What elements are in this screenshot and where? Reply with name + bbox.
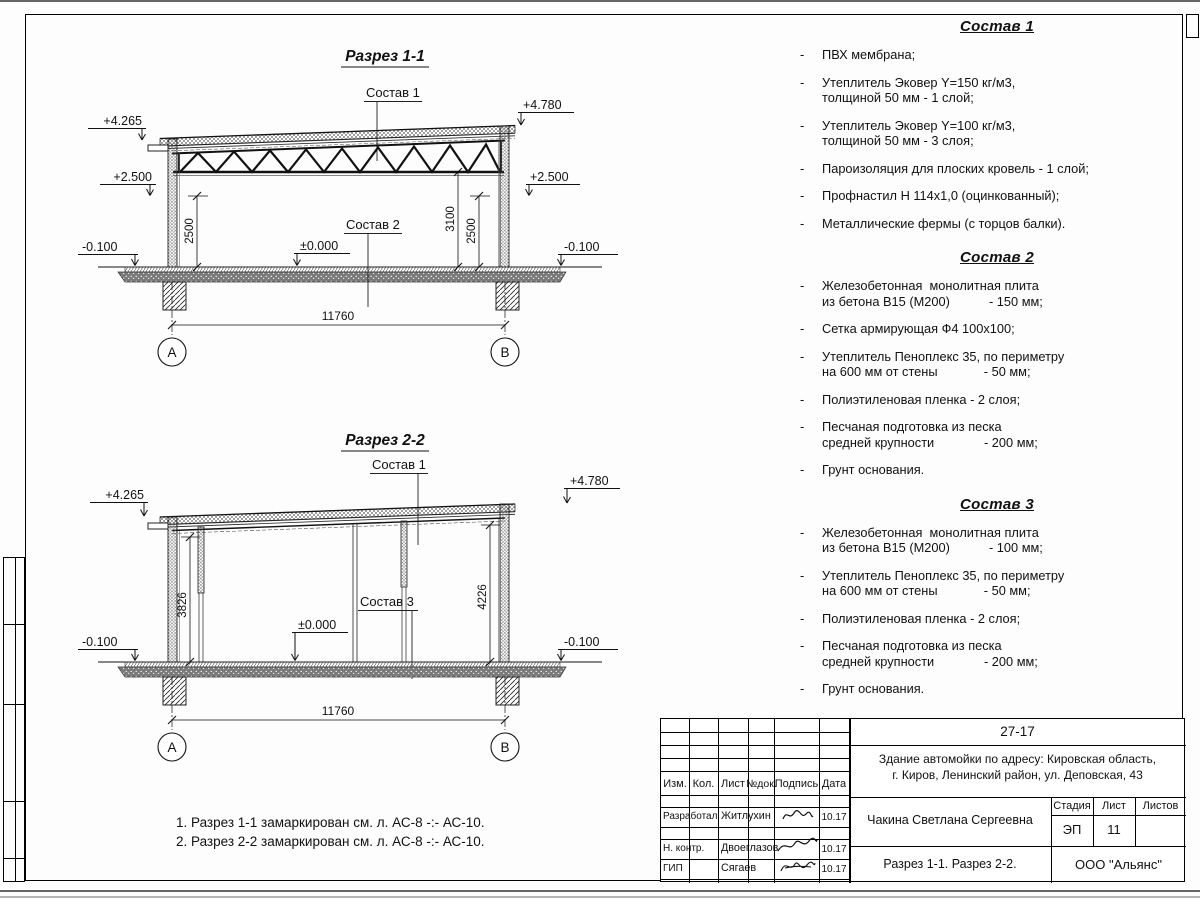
svg-text:Состав 1: Состав 1 [366,85,420,100]
item-bullet: - [800,610,805,626]
composition-item [796,118,1198,149]
tb-header-data: Дата [821,778,847,790]
tb-header-ndok: №док. [746,778,777,790]
composition-item [796,75,1198,106]
section-title [341,48,429,67]
item-bullet: - [800,160,805,176]
svg-text:+4.780: +4.780 [570,474,609,488]
tb-header-podpis: Подпись [774,778,819,790]
sheet-top-edge [0,0,1200,2]
margin-strip-line [4,624,24,625]
signature-icon [779,807,815,825]
tb-project-code: 27-17 [1000,724,1035,739]
item-text: Грунт основания. [822,462,925,477]
svg-text:Состав 2: Состав 2 [346,217,400,232]
item-text: Грунт основания. [822,681,925,696]
elevation-right-top [518,98,575,125]
vertical-dimensions [184,168,490,271]
tb-name: Сягаев [721,862,757,874]
item-text: Полиэтиленовая пленка - 2 слоя; [822,610,1021,626]
tb-author: Чакина Светлана Сергеевна [867,813,1033,827]
elevation-left-top [88,114,146,140]
composition-item [796,321,1198,337]
composition-lists [796,18,1198,715]
composition-item [796,611,1198,627]
margin-strip-line [4,801,24,802]
svg-text:-0.100: -0.100 [82,635,118,649]
tb-company: ООО "Альянс" [1075,857,1162,872]
foundations [163,677,519,705]
foundations [163,282,519,310]
tb-stage-value: ЭП [1062,822,1082,837]
svg-text:2500: 2500 [184,218,196,244]
sheet-bottom-edge [0,890,1200,892]
sheet-bottom-shadow [0,896,1200,898]
composition-title: Состав 2 [960,249,1034,266]
tb-sheet-number: 11 [1107,822,1121,837]
composition-3 [796,496,1198,697]
item-bullet: - [800,188,805,203]
tb-role: Н. контр. [663,843,705,854]
svg-text:Разрез 1-1: Разрез 1-1 [345,48,425,65]
svg-text:2500: 2500 [466,218,478,244]
span-dimension [168,677,509,730]
svg-text:В: В [500,345,510,360]
tb-header-kol: Кол. [692,778,715,790]
item-text: Полиэтиленовая пленка - 2 слоя; [822,391,1021,407]
elevation-right-low [558,635,619,661]
interior-partitions [198,521,407,662]
item-bullet: - [800,47,805,62]
item-text: Песчаная подготовка из песка средней крупности - 200 мм; [822,638,1038,669]
svg-text:Разрез 2-2: Разрез 2-2 [345,432,425,449]
composition-item [796,188,1198,204]
item-bullet: - [800,321,805,336]
roof-package [160,504,515,534]
item-text: Утеплитель Пеноплекс 35, по периметру на 600 мм от стены - 50 мм; [822,567,1065,598]
tb-name: Двоеглазов [721,842,779,854]
composition-item [796,161,1198,177]
svg-text:-0.100: -0.100 [82,240,118,254]
item-text: Песчаная подготовка из песка средней крупности - 200 мм; [822,419,1038,450]
svg-text:Состав 1: Состав 1 [372,457,426,472]
item-text: Пароизоляция для плоских кровель - 1 слой; [822,160,1089,176]
item-bullet: - [800,567,805,583]
roof-truss [172,141,505,176]
svg-text:3826: 3826 [177,592,189,618]
composition-item [796,216,1198,232]
item-bullet: - [800,278,805,293]
composition-items [796,278,1198,478]
composition-item [796,392,1198,408]
composition-item [796,525,1198,556]
item-text: Железобетонная монолитная плита из бетона В15 (М200) - 150 мм; [822,278,1043,309]
svg-text:А: А [167,740,177,755]
svg-text:4226: 4226 [477,584,489,610]
tb-date: 10.17 [821,844,847,855]
elevation-zero [294,239,351,266]
tb-date: 10.17 [821,864,847,875]
note-line: 2. Разрез 2-2 замаркирован см. л. АС-8 -:- АС-10. [176,834,485,849]
span-dimension [168,282,509,335]
item-bullet: - [800,74,805,90]
svg-text:11760: 11760 [321,309,355,323]
label-sostav-1 [364,85,422,161]
item-text: Утеплитель Эковер Y=100 кг/м3, толщиной 50 мм - 3 слоя; [822,117,1016,148]
elevation-zero [292,618,349,661]
svg-text:-0.100: -0.100 [564,240,600,254]
title-block [660,718,1185,882]
composition-1 [796,18,1198,231]
svg-text:11760: 11760 [321,704,355,718]
tb-header-stadia: Стадия [1053,800,1091,812]
elevation-right-mid [526,170,581,196]
tb-role: ГИП [663,863,683,874]
tb-header-list: Лист [721,778,745,790]
item-bullet: - [800,419,805,434]
margin-strip-line [4,704,24,705]
item-text: Железобетонная монолитная плита из бетона В15 (М200) - 100 мм; [822,524,1043,555]
composition-items [796,525,1198,697]
tb-role: Разработал [663,811,718,822]
section-1-1-drawing [60,45,640,385]
svg-text:+4.265: +4.265 [103,114,142,128]
item-bullet: - [800,681,805,696]
composition-item [796,462,1198,478]
elevation-left-top [90,488,148,516]
tb-header-izm: Изм. [663,778,687,790]
margin-stamp-strip [3,557,25,882]
svg-text:-0.100: -0.100 [564,635,600,649]
svg-text:±0.000: ±0.000 [300,239,339,253]
label-sostav-2 [344,217,402,307]
svg-text:А: А [167,345,177,360]
vertical-dimensions [177,521,500,666]
svg-text:+2.500: +2.500 [113,170,152,184]
axis-bubbles [158,338,519,366]
composition-item [796,638,1198,669]
item-text: Профнастил Н 114х1,0 (оцинкованный); [822,188,1060,203]
composition-item [796,568,1198,599]
item-bullet: - [800,638,805,653]
svg-text:+4.265: +4.265 [105,488,144,502]
composition-2 [796,249,1198,478]
margin-strip-divider [15,558,16,881]
elevation-left-low [78,635,139,661]
item-text: Утеплитель Пеноплекс 35, по периметру на 600 мм от стены - 50 мм; [822,348,1065,379]
item-bullet: - [800,462,805,477]
composition-title: Состав 1 [960,18,1034,35]
tb-object-line2: г. Киров, Ленинский район, ул. Деповская, 43 [892,768,1143,782]
floor-slab [98,267,602,282]
composition-item [796,278,1198,309]
item-bullet: - [800,215,805,231]
item-text: ПВХ мембрана; [822,47,916,62]
elevation-marks [78,98,618,266]
section-title [341,432,429,451]
composition-item [796,47,1198,63]
floor-slab [98,662,602,677]
axis-bubbles [158,733,519,761]
svg-text:В: В [500,740,510,755]
svg-text:Состав 3: Состав 3 [360,594,414,609]
svg-text:±0.000: ±0.000 [298,618,337,632]
composition-item [796,349,1198,380]
item-text: Утеплитель Эковер Y=150 кг/м3, толщиной 50 мм - 1 слой; [822,74,1016,105]
tb-header-list2: Лист [1102,800,1126,812]
composition-items [796,47,1198,231]
composition-title: Состав 3 [960,495,1034,513]
tb-name: Житлухин [721,810,771,822]
signature-icon [775,835,819,857]
elevation-right-low [558,240,619,266]
elevation-marks [78,474,620,661]
elevation-left-mid [100,170,156,196]
elevation-right-top [564,474,621,503]
item-bullet: - [800,348,805,364]
tb-date: 10.17 [821,812,847,823]
item-bullet: - [800,391,805,407]
note-line: 1. Разрез 1-1 замаркирован см. л. АС-8 -:- АС-10. [176,815,485,830]
label-sostav-1 [370,457,428,545]
section-2-2-drawing [60,425,640,775]
item-text: Сетка армирующая Ф4 100х100; [822,321,1015,336]
elevation-left-low [78,240,139,266]
margin-strip-line [4,858,24,859]
svg-text:+2.500: +2.500 [530,170,569,184]
tb-header-listov: Листов [1142,800,1179,812]
item-bullet: - [800,524,805,540]
item-bullet: - [800,117,805,133]
drawing-notes [176,813,485,851]
item-text: Металлические фермы (с торцов балки). [822,215,1066,231]
composition-item [796,419,1198,450]
signature-icon [777,857,817,877]
tb-object-line1: Здание автомойки по адресу: Кировская область, [878,752,1157,766]
tb-sheet-title: Разрез 1-1. Разрез 2-2. [883,857,1017,871]
svg-text:+4.780: +4.780 [523,98,562,112]
composition-item [796,681,1198,697]
svg-text:3100: 3100 [445,206,457,232]
